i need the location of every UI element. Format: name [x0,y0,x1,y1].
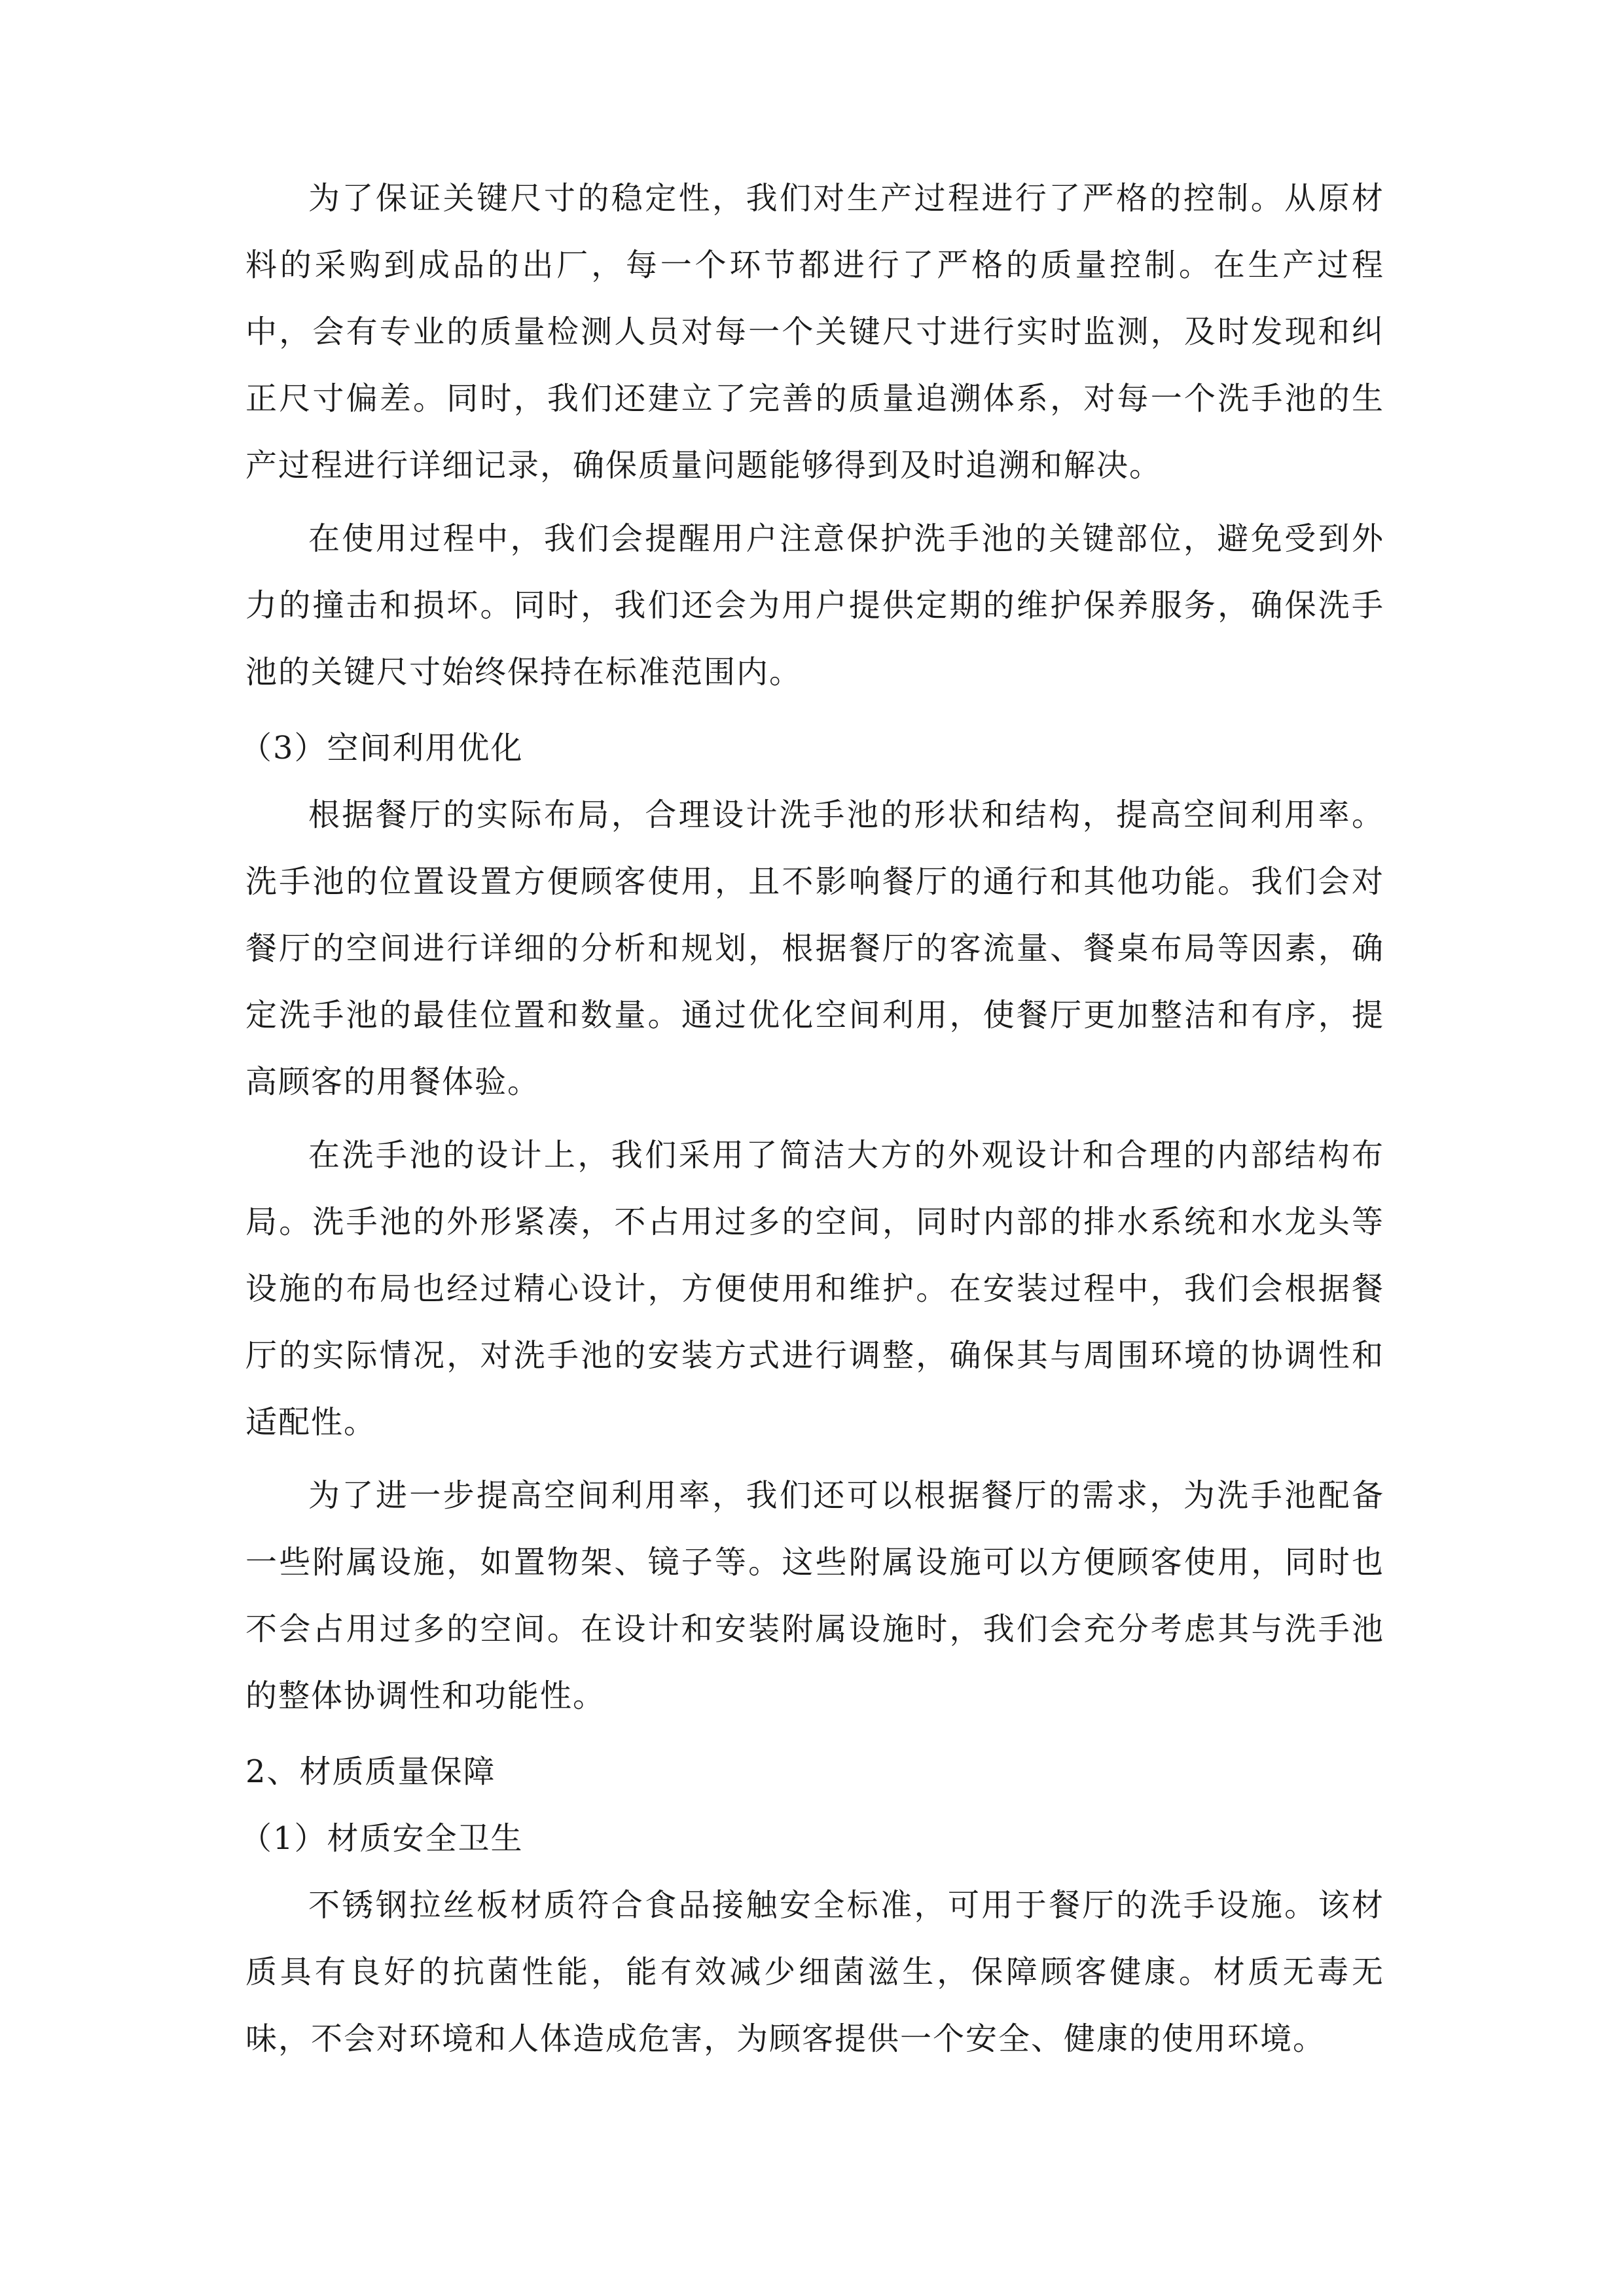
subheading-space-optimization: （3）空间利用优化 [240,730,524,766]
paragraph-layout-planning: 根据餐厅的实际布局，合理设计洗手池的形状和结构，提高空间利用率。洗手池的位置设置方便顾客使用，且不影响餐厅的通行和其他功能。我们会对餐厅的空间进行详细的分析和规划，根据餐厅的客流量、餐桌布局等因素，确定洗手池的最佳位置和数量。通过优化空间利用，使餐厅更加整洁和有序，提高顾客的用餐体验。 [245,797,1384,1100]
paragraph-stainless-steel: 不锈钢拉丝板材质符合食品接触安全标准，可用于餐厅的洗手设施。该材质具有良好的抗菌性能，能有效减少细菌滋生，保障顾客健康。材质无毒无味，不会对环境和人体造成危害，为顾客提供一个安全、健康的使用环境。 [245,1887,1384,2057]
subheading-material-safety: （1）材质安全卫生 [240,1820,524,1857]
paragraph-accessory-facilities: 为了进一步提高空间利用率，我们还可以根据餐厅的需求，为洗手池配备一些附属设施，如置物架、镜子等。这些附属设施可以方便顾客使用，同时也不会占用过多的空间。在设计和安装附属设施时，我们会充分考虑其与洗手池的整体协调性和功能性。 [245,1477,1384,1714]
paragraph-dimension-stability: 为了保证关键尺寸的稳定性，我们对生产过程进行了严格的控制。从原材料的采购到成品的出厂，每一个环节都进行了严格的质量控制。在生产过程中，会有专业的质量检测人员对每一个关键尺寸进行实时监测，及时发现和纠正尺寸偏差。同时，我们还建立了完善的质量追溯体系，对每一个洗手池的生产过程进行详细记录，确保质量问题能够得到及时追溯和解决。 [245,180,1384,484]
document-body [240,165,1384,2079]
paragraph-design-structure: 在洗手池的设计上，我们采用了简洁大方的外观设计和合理的内部结构布局。洗手池的外形紧凑，不占用过多的空间，同时内部的排水系统和水龙头等设施的布局也经过精心设计，方便使用和维护。在安装过程中，我们会根据餐厅的实际情况，对洗手池的安装方式进行调整，确保其与周围环境的协调性和适配性。 [245,1137,1384,1441]
paragraph-usage-maintenance: 在使用过程中，我们会提醒用户注意保护洗手池的关键部位，避免受到外力的撞击和损坏。同时，我们还会为用户提供定期的维护保养服务，确保洗手池的关键尺寸始终保持在标准范围内。 [245,520,1384,691]
heading-material-quality: 2、材质质量保障 [245,1753,496,1790]
